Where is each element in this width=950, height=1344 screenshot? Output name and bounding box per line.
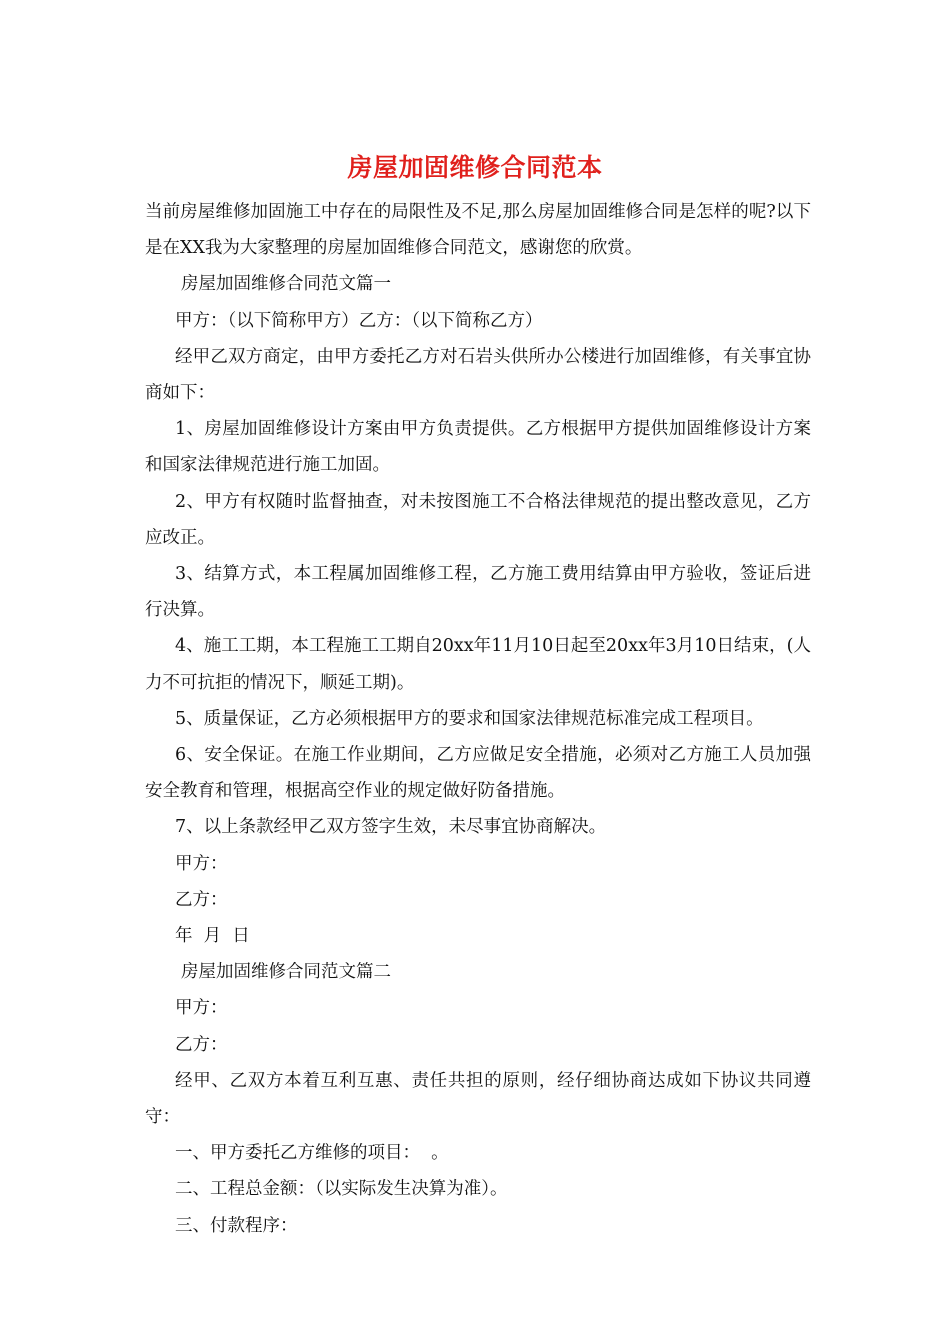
section2-party-b: 乙方： — [175, 1034, 228, 1055]
clause-2: 2、甲方有权随时监督抽查，对未按图施工不合格法律规范的提出整改意见，乙方应改正。 — [145, 491, 811, 548]
document-body — [145, 194, 811, 1244]
clause-6: 6、安全保证。在施工作业期间，乙方应做足安全措施，必须对乙方施工人员加强安全教育和管理，根据高空作业的规定做好防备措施。 — [145, 745, 811, 802]
clause-3: 3、结算方式，本工程属加固维修工程，乙方施工费用结算由甲方验收，签证后进行决算。 — [145, 564, 811, 621]
clause-4: 4、施工工期，本工程施工工期自20xx年11月10日起至20xx年3月10日结束，(人力不可抗拒的情况下，顺延工期)。 — [145, 636, 811, 693]
clause-7: 7、以上条款经甲乙双方签字生效，未尽事宜协商解决。 — [175, 817, 607, 838]
intro-paragraph: 当前房屋维修加固施工中存在的局限性及不足,那么房屋加固维修合同是怎样的呢?以下是在XX我为大家整理的房屋加固维修合同范文，感谢您的欣赏。 — [145, 202, 811, 259]
preamble-paragraph: 经甲乙双方商定，由甲方委托乙方对石岩头供所办公楼进行加固维修，有关事宜协商如下： — [145, 346, 811, 404]
section-heading-1: 房屋加固维修合同范文篇一 — [181, 274, 391, 295]
document-title: 房屋加固维修合同范本 — [347, 153, 603, 182]
section2-preamble: 经甲、乙双方本着互利互惠、责任共担的原则，经仔细协商达成如下协议共同遵守： — [145, 1070, 811, 1128]
section2-party-a: 甲方： — [175, 998, 228, 1019]
section2-item-3: 三、付款程序： — [175, 1215, 298, 1236]
clause-5: 5、质量保证，乙方必须根据甲方的要求和国家法律规范标准完成工程项目。 — [175, 708, 764, 729]
parties-line: 甲方：（以下简称甲方）乙方：（以下简称乙方） — [175, 310, 543, 331]
section-heading-2: 房屋加固维修合同范文篇二 — [181, 962, 391, 983]
signature-party-b: 乙方： — [175, 889, 228, 910]
signature-date: 年 月 日 — [175, 926, 250, 947]
section2-item-1: 一、甲方委托乙方维修的项目： 。 — [175, 1143, 449, 1164]
clause-1: 1、房屋加固维修设计方案由甲方负责提供。乙方根据甲方提供加固维修设计方案和国家法律规范进行施工加固。 — [145, 419, 811, 476]
section2-item-2: 二、工程总金额：（以实际发生决算为准）。 — [175, 1179, 508, 1200]
signature-party-a: 甲方： — [175, 853, 228, 874]
